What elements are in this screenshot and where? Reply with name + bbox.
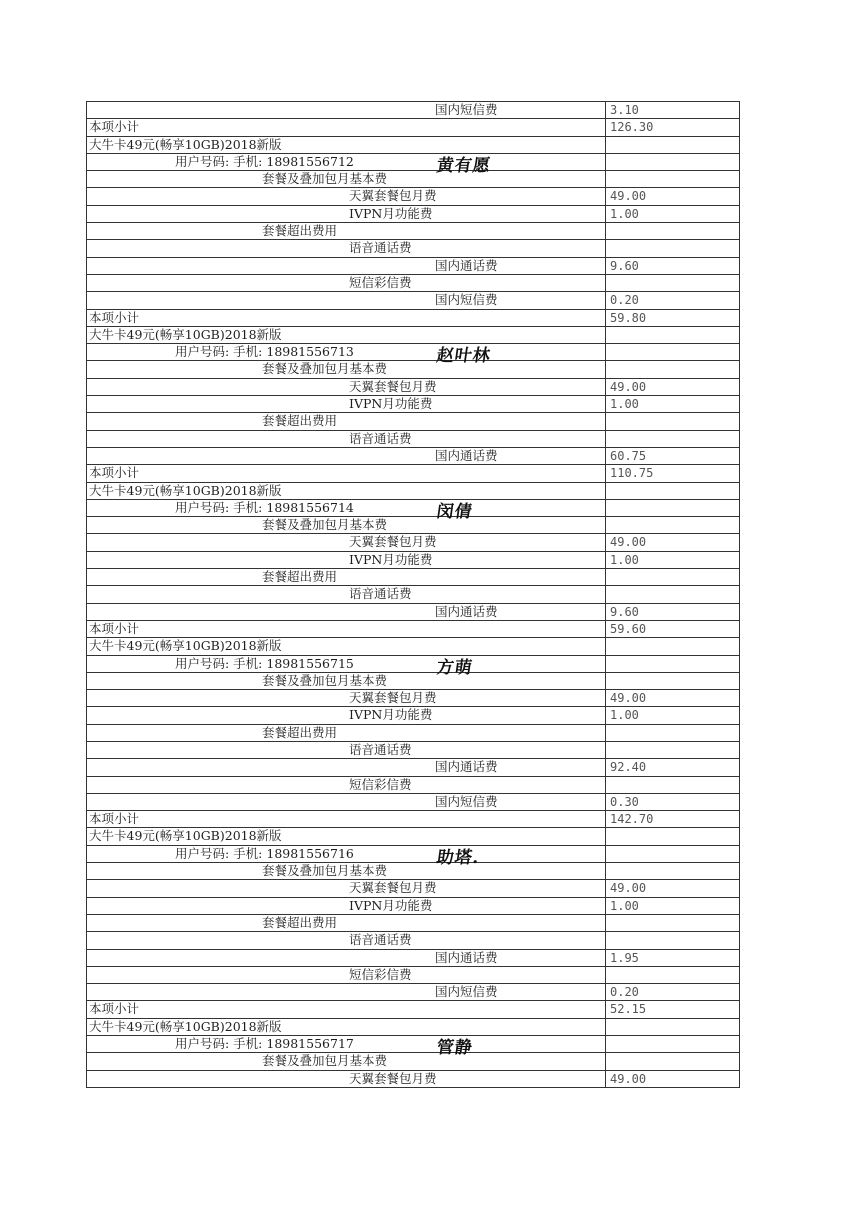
table-row [87, 171, 739, 188]
amount-cell [605, 932, 739, 948]
item-label: 语音通话费 [349, 741, 412, 757]
table-row [87, 258, 739, 275]
amount-cell [605, 171, 739, 187]
amount-cell [605, 500, 739, 516]
table-row [87, 344, 739, 367]
amount-cell: 0.30 [605, 794, 739, 810]
amount-cell: 1.00 [605, 898, 739, 914]
amount-cell [605, 586, 739, 602]
amount-cell: 49.00 [605, 690, 739, 706]
item-label: 用户号码: 手机: 18981556717 [175, 1036, 354, 1052]
table-row [87, 1071, 739, 1088]
handwritten-signature: 管静 [435, 1038, 475, 1059]
amount-cell [605, 742, 739, 758]
amount-cell: 1.00 [605, 206, 739, 222]
item-label: IVPN月功能费 [349, 707, 433, 723]
item-label: 套餐及叠加包月基本费 [262, 863, 388, 879]
table-row [87, 310, 739, 327]
amount-cell [605, 1019, 739, 1035]
table-row [87, 638, 739, 655]
table-row [87, 984, 739, 1001]
table-row [87, 604, 739, 621]
table-row [87, 465, 739, 482]
table-row [87, 379, 739, 396]
table-row [87, 1019, 739, 1036]
item-label: 大牛卡49元(畅享10GB)2018新版 [89, 638, 282, 654]
table-row [87, 742, 739, 759]
table-row [87, 759, 739, 776]
amount-cell [605, 967, 739, 983]
amount-cell: 1.00 [605, 396, 739, 412]
item-label: 用户号码: 手机: 18981556715 [175, 655, 354, 671]
item-label: 国内短信费 [435, 102, 498, 117]
amount-cell: 92.40 [605, 759, 739, 775]
amount-cell [605, 240, 739, 256]
handwritten-signature: 助塔. [435, 847, 481, 868]
table-row [87, 153, 739, 176]
table-row [87, 690, 739, 707]
amount-cell [605, 846, 739, 862]
item-label: 国内短信费 [435, 292, 498, 308]
table-row [87, 845, 739, 868]
amount-cell [605, 361, 739, 377]
table-row [87, 431, 739, 448]
table-row [87, 828, 739, 845]
item-label: 套餐及叠加包月基本费 [262, 672, 388, 688]
item-label: 大牛卡49元(畅享10GB)2018新版 [89, 326, 282, 342]
table-row [87, 206, 739, 223]
item-label: 本项小计 [89, 309, 140, 325]
table-row [87, 915, 739, 932]
table-row [87, 586, 739, 603]
table-row [87, 483, 739, 500]
amount-cell: 49.00 [605, 880, 739, 896]
amount-cell [605, 777, 739, 793]
amount-cell [605, 413, 739, 429]
amount-cell: 59.80 [605, 310, 739, 326]
item-label: 短信彩信费 [349, 776, 412, 792]
item-label: 国内短信费 [435, 793, 498, 809]
amount-cell [605, 517, 739, 533]
table-row [87, 448, 739, 465]
amount-cell: 3.10 [605, 102, 739, 118]
table-row [87, 499, 739, 522]
table-row [87, 1001, 739, 1018]
amount-cell [605, 863, 739, 879]
table-row [87, 413, 739, 430]
amount-cell [605, 656, 739, 672]
table-row [87, 950, 739, 967]
handwritten-signature: 方萌 [435, 657, 475, 678]
table-row [87, 1053, 739, 1070]
item-label: 套餐超出费用 [262, 223, 338, 239]
item-label: 大牛卡49元(畅享10GB)2018新版 [89, 136, 282, 152]
amount-cell: 110.75 [605, 465, 739, 481]
table-row [87, 863, 739, 880]
handwritten-signature: 赵叶林 [435, 346, 493, 367]
item-label: 本项小计 [89, 1001, 140, 1017]
item-label: 天翼套餐包月费 [349, 880, 437, 896]
item-label: 本项小计 [89, 811, 140, 827]
table-row [87, 880, 739, 897]
handwritten-signature: 黄有愿 [435, 155, 493, 176]
amount-cell [605, 1053, 739, 1069]
amount-cell [605, 915, 739, 931]
item-label: 大牛卡49元(畅享10GB)2018新版 [89, 828, 282, 844]
table-row [87, 119, 739, 136]
amount-cell: 0.20 [605, 292, 739, 308]
amount-cell [605, 483, 739, 499]
item-label: 语音通话费 [349, 932, 412, 948]
item-label: 天翼套餐包月费 [349, 378, 437, 394]
table-row [87, 102, 739, 119]
billing-table [86, 101, 740, 1088]
amount-cell [605, 275, 739, 291]
item-label: 本项小计 [89, 119, 140, 135]
item-label: 用户号码: 手机: 18981556712 [175, 153, 354, 169]
item-label: 大牛卡49元(畅享10GB)2018新版 [89, 482, 282, 498]
amount-cell [605, 327, 739, 343]
amount-cell: 49.00 [605, 379, 739, 395]
item-label: 天翼套餐包月费 [349, 690, 437, 706]
item-label: 大牛卡49元(畅享10GB)2018新版 [89, 1018, 282, 1034]
table-row [87, 552, 739, 569]
item-label: 套餐及叠加包月基本费 [262, 517, 388, 533]
item-label: 国内通话费 [435, 257, 498, 273]
item-label: 语音通话费 [349, 430, 412, 446]
item-label: 短信彩信费 [349, 274, 412, 290]
table-row [87, 396, 739, 413]
amount-cell: 49.00 [605, 534, 739, 550]
amount-cell: 0.20 [605, 984, 739, 1000]
table-row [87, 725, 739, 742]
table-row [87, 794, 739, 811]
amount-cell [605, 725, 739, 741]
table-row [87, 292, 739, 309]
amount-cell [605, 223, 739, 239]
amount-cell: 49.00 [605, 188, 739, 204]
item-label: 套餐超出费用 [262, 413, 338, 429]
amount-cell: 1.00 [605, 552, 739, 568]
table-row [87, 655, 739, 678]
item-label: 套餐及叠加包月基本费 [262, 171, 388, 187]
item-label: 用户号码: 手机: 18981556713 [175, 344, 354, 360]
item-label: 国内通话费 [435, 759, 498, 775]
amount-cell: 142.70 [605, 811, 739, 827]
amount-cell [605, 1036, 739, 1052]
item-label: 天翼套餐包月费 [349, 188, 437, 204]
item-label: 套餐超出费用 [262, 569, 338, 585]
table-row [87, 361, 739, 378]
amount-cell [605, 828, 739, 844]
table-row [87, 811, 739, 828]
amount-cell: 9.60 [605, 258, 739, 274]
item-label: 本项小计 [89, 620, 140, 636]
item-label: 国内通话费 [435, 603, 498, 619]
table-row [87, 898, 739, 915]
amount-cell [605, 569, 739, 585]
table-row [87, 707, 739, 724]
item-label: 用户号码: 手机: 18981556716 [175, 845, 354, 861]
amount-cell: 49.00 [605, 1071, 739, 1087]
table-row [87, 673, 739, 690]
item-label: 套餐及叠加包月基本费 [262, 1053, 388, 1069]
item-label: 短信彩信费 [349, 966, 412, 982]
amount-cell [605, 431, 739, 447]
amount-cell [605, 638, 739, 654]
item-label: IVPN月功能费 [349, 551, 433, 567]
amount-cell: 52.15 [605, 1001, 739, 1017]
item-label: 语音通话费 [349, 586, 412, 602]
table-row [87, 137, 739, 154]
item-label: 本项小计 [89, 465, 140, 481]
table-row [87, 327, 739, 344]
item-label: 套餐超出费用 [262, 724, 338, 740]
item-label: IVPN月功能费 [349, 897, 433, 913]
amount-cell: 60.75 [605, 448, 739, 464]
item-label: 套餐及叠加包月基本费 [262, 361, 388, 377]
amount-cell [605, 344, 739, 360]
item-label: 国内通话费 [435, 447, 498, 463]
amount-cell: 59.60 [605, 621, 739, 637]
item-label: 用户号码: 手机: 18981556714 [175, 499, 354, 515]
amount-cell [605, 154, 739, 170]
item-label: 天翼套餐包月费 [349, 1070, 437, 1086]
amount-cell [605, 673, 739, 689]
item-label: 语音通话费 [349, 240, 412, 256]
item-label: IVPN月功能费 [349, 205, 433, 221]
table-row [87, 275, 739, 292]
table-row [87, 967, 739, 984]
table-row [87, 223, 739, 240]
item-label: 国内通话费 [435, 949, 498, 965]
item-label: 天翼套餐包月费 [349, 534, 437, 550]
amount-cell: 126.30 [605, 119, 739, 135]
table-row [87, 621, 739, 638]
table-row [87, 569, 739, 586]
amount-cell [605, 137, 739, 153]
amount-cell: 1.00 [605, 707, 739, 723]
table-row [87, 932, 739, 949]
table-row [87, 1036, 739, 1059]
table-row [87, 517, 739, 534]
amount-cell: 9.60 [605, 604, 739, 620]
item-label: 套餐超出费用 [262, 914, 338, 930]
table-row [87, 777, 739, 794]
amount-cell: 1.95 [605, 950, 739, 966]
table-row [87, 534, 739, 551]
item-label: IVPN月功能费 [349, 396, 433, 412]
item-label: 国内短信费 [435, 984, 498, 1000]
handwritten-signature: 闵倩 [435, 501, 475, 522]
table-row [87, 240, 739, 257]
table-row [87, 188, 739, 205]
